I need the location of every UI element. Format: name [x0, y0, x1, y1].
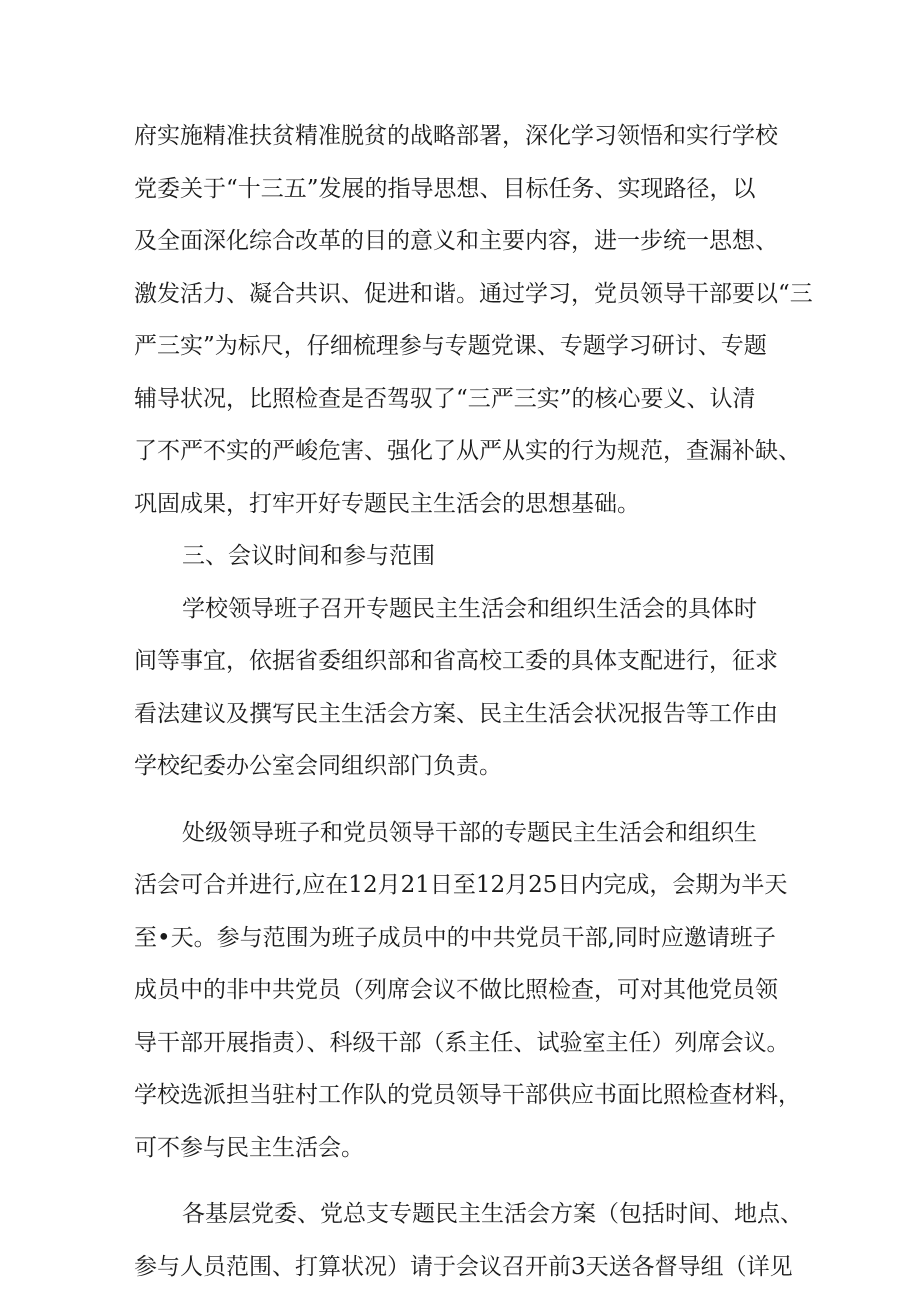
paragraph-first-line: 处级领导班子和党员领导干部的专题民主生活会和组织生: [182, 819, 757, 846]
text-line: 党委关于“十三五”发展的指导思想、目标任务、实现路径，以: [134, 175, 756, 202]
text-line: 了不严不实的严峻危害、强化了从严从实的行为规范，查漏补缺、: [134, 438, 801, 464]
text-line: 活会可合并进行,应在12月21日至12月25日内完成，会期为半天: [134, 872, 788, 898]
text-line: 辅导状况，比照检查是否驾驭了“三严三实”的核心要义、认清: [134, 385, 756, 412]
text-line: 学校选派担当驻村工作队的党员领导干部供应书面比照检查材料，: [134, 1082, 801, 1108]
text-line: 成员中的非中共党员（列席会议不做比照检查，可对其他党员领: [134, 977, 778, 1003]
text-line: 导干部开展指责）、科级干部（系主任、试验室主任）列席会议。: [134, 1029, 790, 1056]
section-heading: 三、会议时间和参与范围: [182, 543, 435, 569]
text-line: 看法建议及撰写民主生活会方案、民主生活会状况报告等工作由: [134, 700, 778, 727]
text-line: 巩固成果，打牢开好专题民主生活会的思想基础。: [134, 490, 640, 517]
text-line: 学校纪委办公室会同组织部门负责。: [134, 753, 502, 779]
text-line: 及全面深化综合改革的目的意义和主要内容，进一步统一思想、: [134, 228, 778, 254]
text-line: 府实施精准扶贫精准脱贫的战略部署，深化学习领悟和实行学校: [134, 123, 778, 149]
paragraph-first-line: 各基层党委、党总支专题民主生活会方案（包括时间、地点、: [182, 1201, 803, 1227]
paragraph-first-line: 学校领导班子召开专题民主生活会和组织生活会的具体时: [182, 595, 757, 622]
text-line: 间等事宜，依据省委组织部和省高校工委的具体支配进行，征求: [134, 648, 778, 674]
text-line: 激发活力、凝合共识、促进和谐。通过学习，党员领导干部要以“三: [134, 280, 813, 307]
document-body: [134, 110, 814, 1293]
text-line: 参与人员范围、打算状况）请于会议召开前3天送各督导组（详见: [134, 1253, 793, 1280]
text-line: 严三实”为标尺，仔细梳理参与专题党课、专题学习研讨、专题: [134, 333, 767, 359]
text-line: 至•天。参与范围为班子成员中的中共党员干部,同时应邀请班子: [134, 924, 776, 951]
text-line: 可不参与民主生活会。: [134, 1134, 364, 1161]
